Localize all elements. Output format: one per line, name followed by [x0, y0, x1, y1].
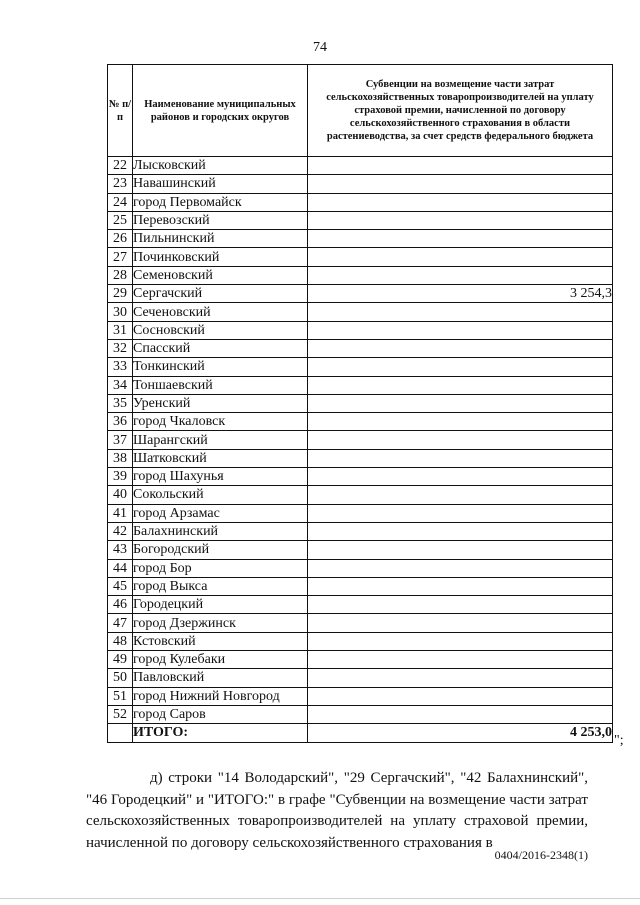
row-municipality: Сеченовский	[133, 303, 308, 321]
row-municipality: Перевозский	[133, 211, 308, 229]
document-code: 0404/2016-2348(1)	[494, 848, 588, 862]
total-row	[108, 724, 613, 742]
row-number: 46	[108, 596, 133, 614]
table-row	[108, 504, 613, 522]
row-subsidy-value	[308, 339, 613, 357]
table-row	[108, 321, 613, 339]
row-municipality: город Кулебаки	[133, 651, 308, 669]
row-number: 29	[108, 285, 133, 303]
row-number: 30	[108, 303, 133, 321]
closing-quote: ";	[614, 733, 624, 748]
row-subsidy-value	[308, 193, 613, 211]
page-number: 74	[313, 40, 327, 55]
row-number: 44	[108, 559, 133, 577]
row-subsidy-value	[308, 669, 613, 687]
row-municipality: Пильнинский	[133, 230, 308, 248]
table-row	[108, 193, 613, 211]
row-municipality: город Дзержинск	[133, 614, 308, 632]
row-subsidy-value	[308, 376, 613, 394]
table-row	[108, 157, 613, 175]
row-number: 25	[108, 211, 133, 229]
row-municipality: город Нижний Новгород	[133, 687, 308, 705]
table-row	[108, 230, 613, 248]
total-label: ИТОГО:	[133, 724, 308, 742]
row-subsidy-value	[308, 596, 613, 614]
table-row	[108, 266, 613, 284]
table-row	[108, 394, 613, 412]
table-row	[108, 339, 613, 357]
row-municipality: Навашинский	[133, 175, 308, 193]
row-subsidy-value	[308, 248, 613, 266]
row-municipality: Тонкинский	[133, 358, 308, 376]
table-header-row	[108, 65, 613, 157]
table-row	[108, 651, 613, 669]
table-row	[108, 522, 613, 540]
row-municipality: город Выкса	[133, 577, 308, 595]
row-number: 37	[108, 431, 133, 449]
row-number: 36	[108, 413, 133, 431]
table-row	[108, 248, 613, 266]
body-paragraph	[86, 768, 588, 854]
row-number: 51	[108, 687, 133, 705]
row-municipality: Богородский	[133, 541, 308, 559]
table-row	[108, 376, 613, 394]
row-municipality: город Первомайск	[133, 193, 308, 211]
table-row	[108, 596, 613, 614]
table-row	[108, 541, 613, 559]
row-number: 24	[108, 193, 133, 211]
table-row	[108, 358, 613, 376]
row-number: 43	[108, 541, 133, 559]
row-municipality: город Чкаловск	[133, 413, 308, 431]
header-municipality: Наименование муниципальных районов и городских округов	[133, 65, 308, 157]
row-municipality: Лысковский	[133, 157, 308, 175]
row-subsidy-value	[308, 614, 613, 632]
row-number: 49	[108, 651, 133, 669]
total-number-cell	[108, 724, 133, 742]
row-municipality: Починковский	[133, 248, 308, 266]
page-bottom-rule	[0, 898, 640, 899]
row-municipality: Балахнинский	[133, 522, 308, 540]
table-row	[108, 175, 613, 193]
table-row	[108, 449, 613, 467]
row-subsidy-value	[308, 321, 613, 339]
table-row	[108, 559, 613, 577]
row-subsidy-value	[308, 358, 613, 376]
row-number: 23	[108, 175, 133, 193]
row-municipality: Сокольский	[133, 486, 308, 504]
table-row	[108, 468, 613, 486]
row-number: 28	[108, 266, 133, 284]
row-number: 40	[108, 486, 133, 504]
row-number: 33	[108, 358, 133, 376]
row-number: 22	[108, 157, 133, 175]
row-subsidy-value	[308, 431, 613, 449]
row-municipality: город Бор	[133, 559, 308, 577]
row-municipality: город Шахунья	[133, 468, 308, 486]
row-number: 32	[108, 339, 133, 357]
row-municipality: Тоншаевский	[133, 376, 308, 394]
row-subsidy-value	[308, 468, 613, 486]
table-row	[108, 211, 613, 229]
row-subsidy-value	[308, 559, 613, 577]
row-number: 31	[108, 321, 133, 339]
subsidy-table	[107, 64, 613, 743]
table-row	[108, 486, 613, 504]
row-subsidy-value	[308, 541, 613, 559]
row-number: 48	[108, 632, 133, 650]
row-subsidy-value	[308, 522, 613, 540]
table-row	[108, 687, 613, 705]
row-municipality: Спасский	[133, 339, 308, 357]
row-subsidy-value	[308, 577, 613, 595]
row-subsidy-value	[308, 211, 613, 229]
total-value: 4 253,0	[308, 724, 613, 742]
row-municipality: город Арзамас	[133, 504, 308, 522]
row-municipality: Семеновский	[133, 266, 308, 284]
row-number: 50	[108, 669, 133, 687]
row-number: 45	[108, 577, 133, 595]
table-row	[108, 669, 613, 687]
row-subsidy-value	[308, 486, 613, 504]
row-subsidy-value	[308, 394, 613, 412]
row-subsidy-value	[308, 175, 613, 193]
table-row	[108, 431, 613, 449]
table-row	[108, 577, 613, 595]
table-row	[108, 614, 613, 632]
table-row	[108, 303, 613, 321]
row-municipality: город Саров	[133, 705, 308, 723]
table-row	[108, 285, 613, 303]
row-subsidy-value	[308, 157, 613, 175]
header-subsidy: Субвенции на возмещение части затрат сельскохозяйственных товаропроизводителей на уплату страховой премии, начисленной по договору сельскохозяйственного страхования в области растениеводства, за счет средств федерального бюджета	[308, 65, 613, 157]
row-subsidy-value	[308, 266, 613, 284]
row-number: 26	[108, 230, 133, 248]
row-municipality: Павловский	[133, 669, 308, 687]
row-number: 42	[108, 522, 133, 540]
row-subsidy-value	[308, 303, 613, 321]
row-subsidy-value: 3 254,3	[308, 285, 613, 303]
row-subsidy-value	[308, 504, 613, 522]
row-number: 47	[108, 614, 133, 632]
row-municipality: Шарангский	[133, 431, 308, 449]
row-municipality: Шатковский	[133, 449, 308, 467]
row-municipality: Кстовский	[133, 632, 308, 650]
row-number: 39	[108, 468, 133, 486]
row-number: 52	[108, 705, 133, 723]
row-subsidy-value	[308, 449, 613, 467]
row-number: 27	[108, 248, 133, 266]
row-municipality: Уренский	[133, 394, 308, 412]
row-subsidy-value	[308, 651, 613, 669]
row-subsidy-value	[308, 413, 613, 431]
table-row	[108, 413, 613, 431]
row-municipality: Сосновский	[133, 321, 308, 339]
row-number: 34	[108, 376, 133, 394]
row-number: 38	[108, 449, 133, 467]
row-subsidy-value	[308, 230, 613, 248]
header-number: № п/п	[108, 65, 133, 157]
table-row	[108, 632, 613, 650]
row-subsidy-value	[308, 705, 613, 723]
row-municipality: Сергачский	[133, 285, 308, 303]
row-subsidy-value	[308, 632, 613, 650]
paragraph-text: д) строки "14 Володарский", "29 Сергачский", "42 Балахнинский", "46 Городецкий" и "ИТОГО:" в графе "Субвенции на возмещение части затрат сельскохозяйственных товаропроизводителей на уплату страховой премии, начисленной по договору сельскохозяйственного страхования в	[86, 770, 588, 851]
row-subsidy-value	[308, 687, 613, 705]
row-number: 35	[108, 394, 133, 412]
row-municipality: Городецкий	[133, 596, 308, 614]
row-number: 41	[108, 504, 133, 522]
table-row	[108, 705, 613, 723]
